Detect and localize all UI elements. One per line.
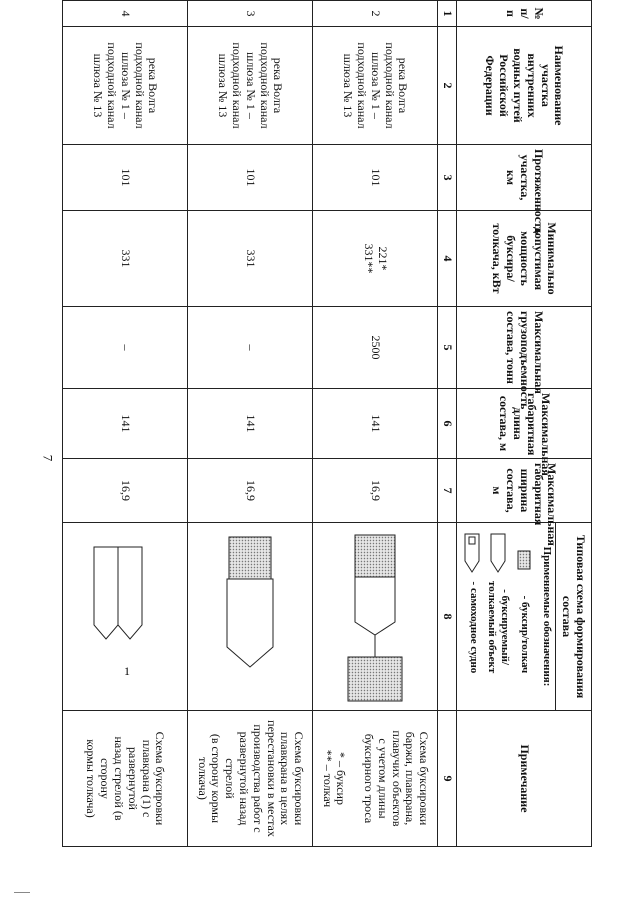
row-max-length: 141 bbox=[188, 389, 313, 459]
table-canvas bbox=[72, 0, 592, 846]
column-number: 8 bbox=[438, 523, 457, 711]
tow-scheme-diagram bbox=[330, 527, 420, 707]
header-scheme bbox=[457, 523, 592, 711]
row-num: 3 bbox=[188, 1, 313, 27]
column-number: 9 bbox=[438, 711, 457, 847]
column-number: 4 bbox=[438, 211, 457, 307]
rotated-table-container bbox=[72, 0, 592, 846]
scheme-legend bbox=[457, 523, 587, 710]
row-max-width: 16,9 bbox=[313, 459, 438, 523]
column-number: 3 bbox=[438, 145, 457, 211]
row-num: 4 bbox=[63, 1, 188, 27]
header-name: Наименование участка внутренних водных путей Российской Федерации bbox=[457, 27, 592, 145]
row-scheme-diagram bbox=[63, 523, 188, 711]
header-capacity: Максимальная грузоподъемность состава, тонн bbox=[457, 307, 592, 389]
table-row bbox=[313, 1, 438, 847]
row-max-width: 16,9 bbox=[188, 459, 313, 523]
row-max-width: 16,9 bbox=[63, 459, 188, 523]
row-note: Схема буксировки плавкрана (1) с развернутой назад стрелой (в сторону кормы толкача) bbox=[63, 711, 188, 847]
legend-towed bbox=[486, 533, 511, 673]
header-max-width: Максимальная габаритная ширина состава, м bbox=[457, 459, 592, 523]
page-number: 7 bbox=[40, 454, 56, 462]
row-length: 101 bbox=[313, 145, 438, 211]
row-capacity: – bbox=[188, 307, 313, 389]
legend-tug-label: - буксир/толкач bbox=[519, 595, 531, 674]
tug-symbol-icon bbox=[517, 550, 531, 570]
row-capacity: – bbox=[63, 307, 188, 389]
row-power: 331 bbox=[63, 211, 188, 307]
legend-items bbox=[458, 533, 537, 673]
row-max-length: 141 bbox=[63, 389, 188, 459]
row-length: 101 bbox=[188, 145, 313, 211]
table-row bbox=[188, 1, 313, 847]
header-power: Минимально допустимая мощность буксира/толкача, кВт bbox=[457, 211, 592, 307]
page-edge-mark bbox=[14, 892, 30, 893]
row-max-length: 141 bbox=[313, 389, 438, 459]
towed-object-symbol-icon bbox=[490, 533, 506, 573]
row-num: 2 bbox=[313, 1, 438, 27]
self-propelled-symbol-icon bbox=[464, 533, 480, 573]
row-name: река Волга подходной канал шлюза № 1 – подходной канал шлюза № 13 bbox=[63, 27, 188, 145]
column-number: 2 bbox=[438, 27, 457, 145]
row-capacity: 2500 bbox=[313, 307, 438, 389]
row-scheme-diagram bbox=[188, 523, 313, 711]
header-max-length: Максимальная габаритная длина состава, м bbox=[457, 389, 592, 459]
legend-self-propelled-label: - самоходное судно bbox=[467, 581, 480, 674]
legend-towed-label: - буксируемый/ толкаемый объект bbox=[486, 581, 511, 674]
row-note: Схема буксировки баржи, плавкрана, плавучих объектов с учетом длины буксирного троса * – буксир ** – толкач bbox=[313, 711, 438, 847]
header-length: Протяженность участка, км bbox=[457, 145, 592, 211]
row-name: река Волга подходной канал шлюза № 1 – подходной канал шлюза № 13 bbox=[313, 27, 438, 145]
push-scheme-diagram bbox=[205, 527, 295, 707]
scheme-title: Типовая схема формирования состава bbox=[555, 523, 587, 710]
column-number-row bbox=[438, 1, 457, 847]
row-name: река Волга подходной канал шлюза № 1 – подходной канал шлюза № 13 bbox=[188, 27, 313, 145]
column-number: 6 bbox=[438, 389, 457, 459]
column-number: 7 bbox=[438, 459, 457, 523]
row-note: Схема буксировки плавкрана в целях перестановки в местах производства работ с развернутой назад стрелой (в сторону кормы толкача) bbox=[188, 711, 313, 847]
diagram-label: 1 bbox=[124, 664, 130, 678]
row-power: 331 bbox=[188, 211, 313, 307]
crane-push-scheme-diagram bbox=[80, 527, 170, 707]
header-row bbox=[457, 1, 592, 847]
row-power: 221* 331** bbox=[313, 211, 438, 307]
header-num: № п/п bbox=[457, 1, 592, 27]
legend-title: Применяемые обозначения: bbox=[541, 546, 554, 687]
row-length: 101 bbox=[63, 145, 188, 211]
legend-tug bbox=[517, 533, 531, 673]
row-scheme-diagram bbox=[313, 523, 438, 711]
column-number: 1 bbox=[438, 1, 457, 27]
column-number: 5 bbox=[438, 307, 457, 389]
header-note: Примечание bbox=[457, 711, 592, 847]
convoy-formation-table bbox=[62, 0, 592, 847]
legend-self-propelled bbox=[464, 533, 480, 673]
table-row bbox=[63, 1, 188, 847]
